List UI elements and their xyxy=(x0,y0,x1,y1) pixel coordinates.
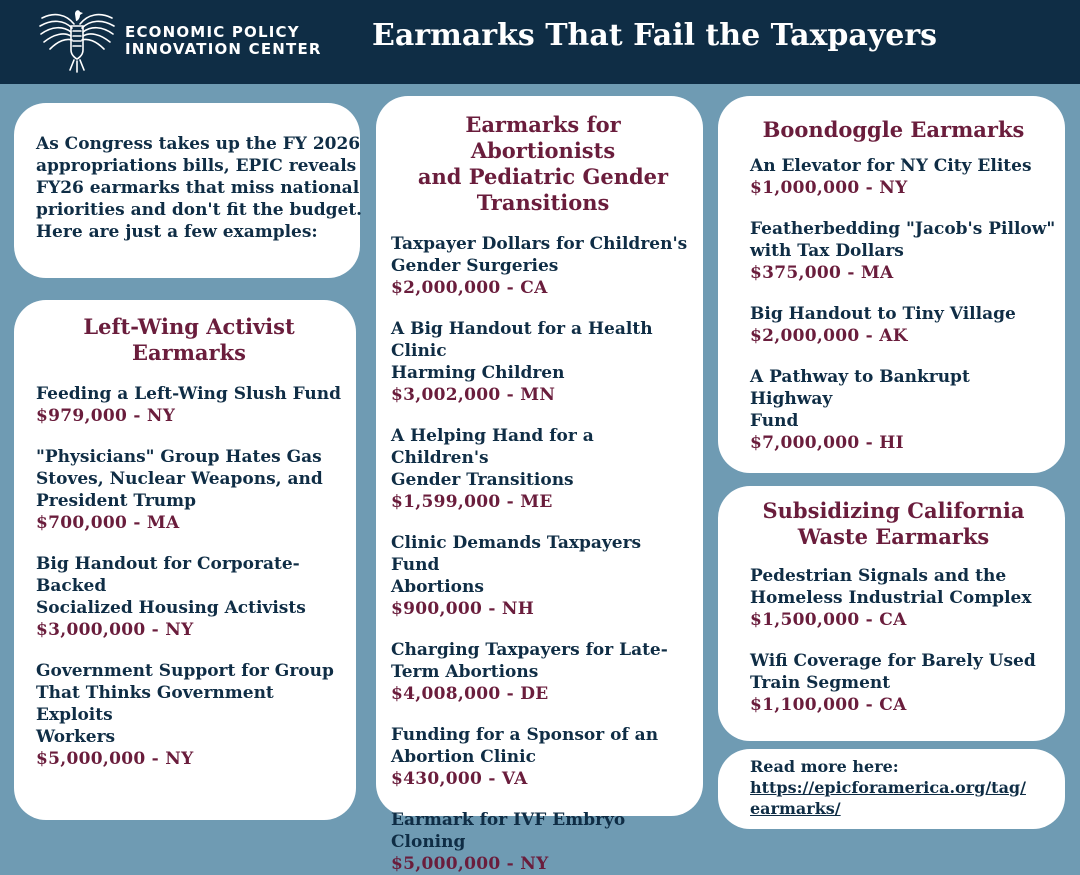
item-title: Big Handout for Corporate-Backed Socialized Housing Activists xyxy=(36,554,306,618)
list-item xyxy=(391,639,695,705)
item-amount: $1,599,000 - ME xyxy=(391,492,553,512)
left-wing-card xyxy=(14,300,356,820)
item-title: A Pathway to Bankrupt Highway Fund xyxy=(750,367,970,431)
boondoggle-card xyxy=(718,96,1065,473)
item-amount: $1,100,000 - CA xyxy=(750,695,907,715)
item-amount: $7,000,000 - HI xyxy=(750,433,904,453)
item-amount: $4,008,000 - DE xyxy=(391,684,549,704)
boondoggle-heading: Boondoggle Earmarks xyxy=(762,117,1025,142)
abortion-heading: Earmarks for Abortionists and Pediatric Gender Transitions xyxy=(417,112,669,215)
item-amount: $1,000,000 - NY xyxy=(750,178,908,198)
item-amount: $375,000 - MA xyxy=(750,263,894,283)
org-name-line2: INNOVATION CENTER xyxy=(125,40,322,58)
item-title: Pedestrian Signals and the Homeless Industrial Complex xyxy=(750,566,1032,608)
item-amount: $3,002,000 - MN xyxy=(391,385,556,405)
abortion-card xyxy=(376,96,703,874)
item-title: Taxpayer Dollars for Children's Gender Surgeries xyxy=(391,234,688,276)
item-amount: $1,500,000 - CA xyxy=(750,610,907,630)
item-title: Charging Taxpayers for Late- Term Abortions xyxy=(391,640,668,682)
list-item xyxy=(750,366,1057,454)
list-item xyxy=(391,233,695,299)
read-more-link[interactable]: https://epicforamerica.org/tag/ earmarks/ xyxy=(750,778,1026,818)
header-banner xyxy=(0,0,1080,84)
item-title: Feeding a Left-Wing Slush Fund xyxy=(36,384,342,404)
california-card xyxy=(718,486,1065,741)
item-amount: $5,000,000 - NY xyxy=(36,749,194,769)
item-title: A Big Handout for a Health Clinic Harming Children xyxy=(391,319,653,383)
list-item xyxy=(36,553,342,641)
item-title: Earmark for IVF Embryo Cloning xyxy=(391,810,626,852)
intro-text: As Congress takes up the FY 2026 appropriations bills, EPIC reveals FY26 earmarks that miss national priorities and don't fit the budget. Here are just a few examples: xyxy=(36,134,363,242)
item-amount: $430,000 - VA xyxy=(391,769,528,789)
read-more-label: Read more here: xyxy=(750,757,899,776)
page-title: Earmarks That Fail the Taxpayers xyxy=(372,18,938,53)
item-title: Big Handout to Tiny Village xyxy=(750,304,1016,324)
left-wing-heading: Left-Wing Activist Earmarks xyxy=(83,314,295,365)
california-heading: Subsidizing California Waste Earmarks xyxy=(762,498,1025,549)
item-title: Clinic Demands Taxpayers Fund Abortions xyxy=(391,533,642,597)
item-amount: $2,000,000 - AK xyxy=(750,326,908,346)
list-item xyxy=(36,446,342,534)
list-item xyxy=(750,218,1057,284)
list-item xyxy=(750,565,1057,631)
list-item xyxy=(36,383,342,427)
item-title: "Physicians" Group Hates Gas Stoves, Nuclear Weapons, and President Trump xyxy=(36,447,323,511)
item-title: Wifi Coverage for Barely Used Train Segment xyxy=(750,651,1036,693)
list-item xyxy=(391,809,695,875)
item-title: Funding for a Sponsor of an Abortion Clinic xyxy=(391,725,659,767)
item-title: Featherbedding "Jacob's Pillow" with Tax Dollars xyxy=(750,219,1056,261)
item-title: Government Support for Group That Thinks Government Exploits Workers xyxy=(36,661,334,747)
org-name xyxy=(125,24,322,58)
california-list xyxy=(750,565,1057,716)
list-item xyxy=(750,650,1057,716)
list-item xyxy=(391,318,695,406)
list-item xyxy=(391,425,695,513)
item-amount: $700,000 - MA xyxy=(36,513,180,533)
item-amount: $3,000,000 - NY xyxy=(36,620,194,640)
list-item xyxy=(36,660,342,770)
org-name-line1: ECONOMIC POLICY xyxy=(125,23,300,41)
item-amount: $900,000 - NH xyxy=(391,599,535,619)
abortion-list xyxy=(391,233,695,875)
list-item xyxy=(750,303,1057,347)
boondoggle-list xyxy=(750,155,1057,454)
item-title: A Helping Hand for a Children's Gender Transitions xyxy=(391,426,594,490)
list-item xyxy=(750,155,1057,199)
read-more-card xyxy=(718,749,1065,829)
left-wing-list xyxy=(36,383,342,770)
list-item xyxy=(391,532,695,620)
item-amount: $5,000,000 - NY xyxy=(391,854,549,874)
item-title: An Elevator for NY City Elites xyxy=(750,156,1032,176)
list-item xyxy=(391,724,695,790)
item-amount: $2,000,000 - CA xyxy=(391,278,548,298)
item-amount: $979,000 - NY xyxy=(36,406,176,426)
eagle-logo-icon xyxy=(36,4,118,76)
